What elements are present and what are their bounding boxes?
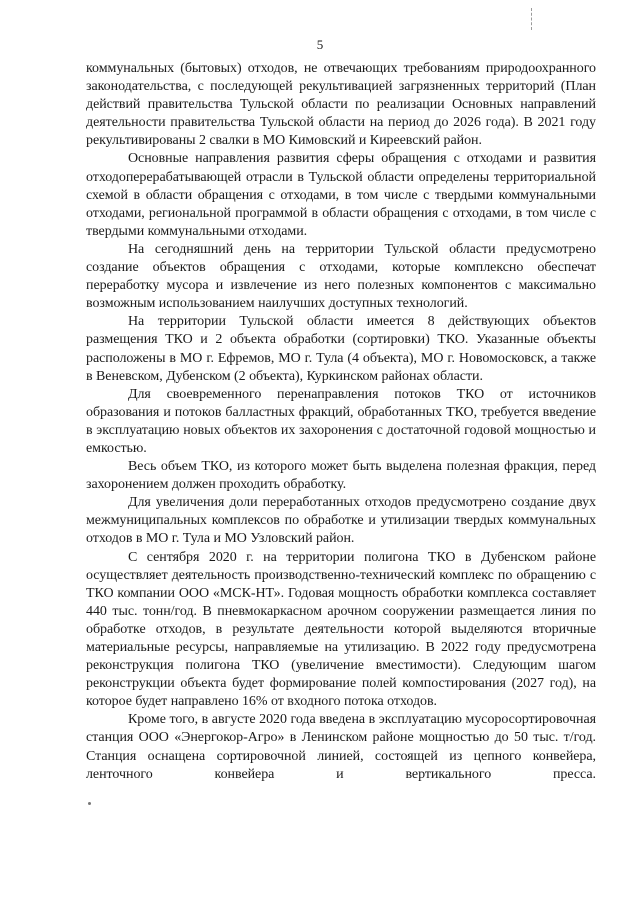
paragraph-processing-requirement: Весь объем ТКО, из которого может быть выделена полезная фракция, перед захоронением должен проходить обработку. (86, 459, 596, 493)
scan-edge-mark (531, 8, 533, 30)
paragraph-intermunicipal-complexes: Для увеличения доли переработанных отходов предусмотрено создание двух межмуниципальных комплексов по обработке и утилизации твердых коммунальных отходов в МО г. Тула и МО Узловский район. (86, 495, 596, 547)
scan-dot-mark (88, 802, 91, 805)
paragraph-sorting-station: Кроме того, в августе 2020 года введена в эксплуатацию мусоросортировочная станция ООО «Энергокор-Агро» в Ленинском районе мощностью до 50 тыс. т/год. Станция оснащена сортировочной линией, состоящей из цепного конвейера, ленточного конвейера и вертикального пресса. (86, 712, 596, 782)
paragraph-main-directions: Основные направления развития сферы обращения с отходами и развития отходоперерабатывающей отрасли в Тульской области определены территориальной схемой в области обращения с отходами, в том числе с твердыми коммунальными отходами, региональной программой в области обращения с отходами, в том числе с твердыми коммунальными отходами. (86, 151, 596, 239)
paragraph-dubensky-complex: С сентября 2020 г. на территории полигона ТКО в Дубенском районе осуществляет деятельность производственно-технический комплекс по обращению с ТКО компании ООО «МСК-НТ». Годовая мощность обработки комплекса составляет 440 тыс. тонн/год. В пневмокаркасном арочном сооружении размещается линия по обработке отходов, в результате деятельности которой выделяются вторичные материальные ресурсы, направляемые на утилизацию. В 2022 году предусмотрена реконструкция полигона ТКО (увеличение вместимости). Следующим шагом реконструкции объекта будет формирование полей компостирования (2027 год), на которое будет направлено 16% от входного потока отходов. (86, 549, 596, 710)
document-body (86, 60, 596, 784)
paragraph-continuation: коммунальных (бытовых) отходов, не отвечающих требованиям природоохранного законодательства, с последующей рекультивацией загрязненных территорий (План действий правительства Тульской области по реализации Основных направлений деятельности правительства Тульской области на период до 2026 года). В 2021 году рекультивированы 2 свалки в МО Кимовский и Киреевский район. (86, 61, 596, 149)
paragraph-planned-facilities: На сегодняшний день на территории Тульской области предусмотрено создание объектов обращения с отходами, которые комплексно обеспечат переработку мусора и извлечение из него полезных компонентов с максимально возможным использованием наилучших доступных технологий. (86, 241, 596, 312)
page-number: 5 (316, 37, 324, 52)
paragraph-existing-facilities: На территории Тульской области имеется 8 действующих объектов размещения ТКО и 2 объекта обработки (сортировки) ТКО. Указанные объекты расположены в МО г. Ефремов, МО г. Тула (4 объекта), МО г. Новомосковск, а также в Веневском, Дубенском (2 объекта), Куркинском районах области. (86, 314, 596, 384)
paragraph-flow-redirection: Для своевременного перенаправления потоков ТКО от источников образования и потоков балластных фракций, обработанных ТКО, требуется введение в эксплуатацию новых объектов их захоронения с достаточной годовой мощностью и емкостью. (86, 386, 596, 456)
